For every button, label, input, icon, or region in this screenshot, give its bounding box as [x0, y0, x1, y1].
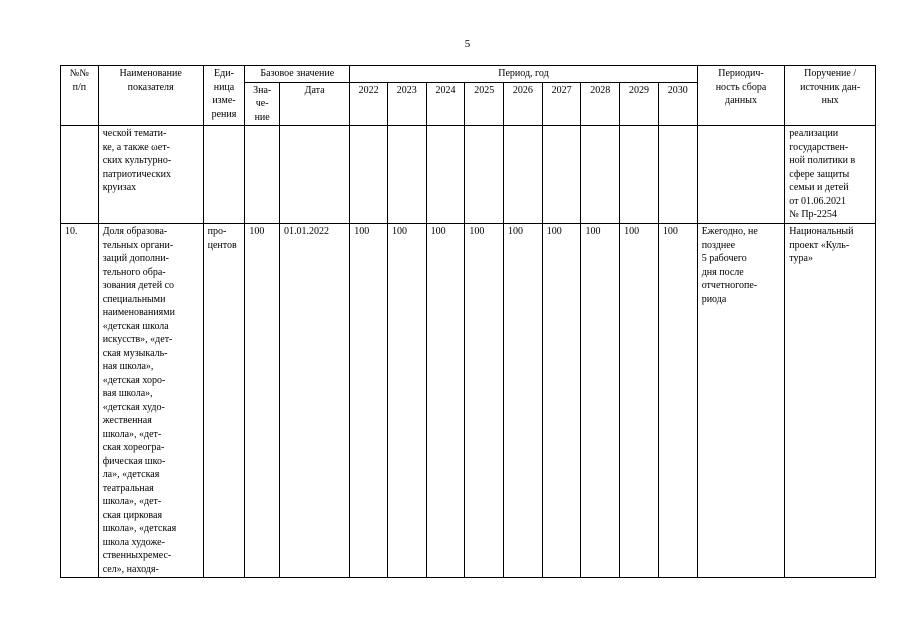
cell-base-date	[279, 126, 349, 224]
cell-value-2026	[504, 126, 543, 224]
cell-value-2030: 100	[658, 224, 697, 578]
cell-base-date: 01.01.2022	[279, 224, 349, 578]
cell-value-2028: 100	[581, 224, 620, 578]
cell-value-2028	[581, 126, 620, 224]
header-year-2026: 2026	[504, 82, 543, 126]
header-period: Период, год	[350, 66, 697, 83]
header-year-2023: 2023	[387, 82, 426, 126]
header-source: Поручение / источник дан- ных	[785, 66, 876, 126]
cell-frequency: Ежегодно, не позднее 5 рабочего дня после отчетногопе- риода	[697, 224, 785, 578]
cell-value-2023: 100	[387, 224, 426, 578]
cell-value-2030	[658, 126, 697, 224]
header-year-2027: 2027	[542, 82, 581, 126]
table-row	[61, 126, 876, 224]
cell-value-2023	[387, 126, 426, 224]
cell-value-2025: 100	[465, 224, 504, 578]
cell-base-value	[245, 126, 280, 224]
page-number: 5	[464, 38, 471, 50]
header-year-2030: 2030	[658, 82, 697, 126]
cell-value-2024	[426, 126, 465, 224]
cell-value-2022	[350, 126, 388, 224]
header-base-date: Дата	[279, 82, 349, 126]
cell-base-value: 100	[245, 224, 280, 578]
cell-value-2027	[542, 126, 581, 224]
cell-unit	[203, 126, 245, 224]
header-base: Базовое значение	[245, 66, 350, 83]
cell-value-2025	[465, 126, 504, 224]
header-unit: Еди- ница изме- рения	[203, 66, 245, 126]
cell-unit: про- центов	[203, 224, 245, 578]
cell-name: Доля образова- тельных органи- заций дополни- тельного обра- зования детей со специальными наименованиями «детская школа искусств», «дет- ская музыкаль- ная школа», «детская хоро- вая школа», «детская худо- жественная школа», «дет- ская хореогра- фическая шко- ла», «детская театральная школа», «дет- ская цирковая школа», «детская школа художе- ственныхремес- сел», находя-	[98, 224, 203, 578]
header-name: Наименование показателя	[98, 66, 203, 126]
header-year-2025: 2025	[465, 82, 504, 126]
cell-value-2027: 100	[542, 224, 581, 578]
cell-source: Национальный проект «Куль- тура»	[785, 224, 876, 578]
cell-value-2024: 100	[426, 224, 465, 578]
header-year-2022: 2022	[350, 82, 388, 126]
indicators-table	[60, 65, 876, 578]
cell-frequency	[697, 126, 785, 224]
header-row-1	[61, 66, 876, 83]
header-frequency: Периодич- ность сбора данных	[697, 66, 785, 126]
cell-source: реализации государствен- ной политики в сфере защиты семьи и детей от 01.06.2021 № Пр-2254	[785, 126, 876, 224]
header-year-2028: 2028	[581, 82, 620, 126]
table-row	[61, 224, 876, 578]
header-year-2029: 2029	[620, 82, 659, 126]
cell-num	[61, 126, 99, 224]
cell-value-2026: 100	[504, 224, 543, 578]
header-base-value: Зна- че- ние	[245, 82, 280, 126]
header-year-2024: 2024	[426, 82, 465, 126]
cell-value-2029	[620, 126, 659, 224]
header-num: №№ п/п	[61, 66, 99, 126]
cell-value-2022: 100	[350, 224, 388, 578]
cell-name: ческой темати- ке, а также ωет- ских культурно- патриотических круизах	[98, 126, 203, 224]
cell-value-2029: 100	[620, 224, 659, 578]
cell-num: 10.	[61, 224, 99, 578]
